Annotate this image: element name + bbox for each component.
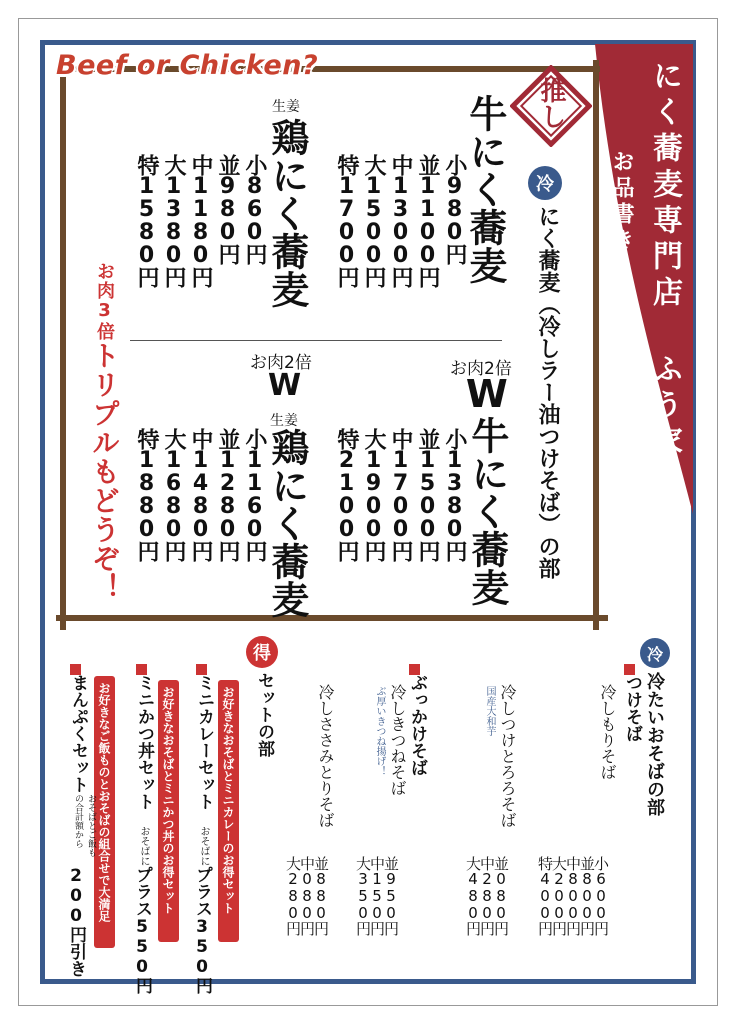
headline: Beef or Chicken? xyxy=(56,50,319,81)
chicken-dish-name: 鶏にく蕎麦 xyxy=(264,118,309,308)
w-chicken-price-list xyxy=(133,428,268,560)
price-col: 中280円 xyxy=(478,856,496,935)
price-col: 並1500円 xyxy=(415,428,440,560)
manpuku-set-pre: おそばとご飯もの合計額から xyxy=(73,794,96,857)
tororo-prices xyxy=(466,856,508,935)
price-col: 小980円 xyxy=(442,154,467,263)
w-chicken-w: W xyxy=(268,368,302,403)
recommend-badge-text: 推し xyxy=(536,77,566,129)
lower-cold-title: 冷たいおそばの部 xyxy=(644,672,665,816)
set-icon: 得 xyxy=(246,636,278,668)
price-col: 並880円 xyxy=(312,856,330,935)
hiyashi-mori-prices xyxy=(538,856,608,935)
kitsune-prices xyxy=(356,856,398,935)
cold-section-title: にく蕎麦（冷しラー油つけそば）の部 xyxy=(535,205,560,579)
price-col: 並980円 xyxy=(215,154,240,263)
price-col: 小1380円 xyxy=(442,428,467,560)
price-col: 中150円 xyxy=(368,856,386,935)
price-col: 特400円 xyxy=(536,856,554,935)
tsukesoba-label: つけそば xyxy=(622,674,642,742)
price-col: 大1680円 xyxy=(161,428,186,560)
price-col: 特1880円 xyxy=(134,428,159,560)
set-title: セットの部 xyxy=(254,672,274,757)
katsudon-set-box: お好きなおそばとミニかつ丼のお得セット xyxy=(158,680,179,942)
price-col: 小600円 xyxy=(592,856,610,935)
price-col: 大1900円 xyxy=(361,428,386,560)
lower-cold-icon: 冷 xyxy=(640,638,670,668)
katsudon-set-name: ミニかつ丼セット xyxy=(134,674,154,810)
price-col: 中1180円 xyxy=(188,154,213,286)
price-col: 中1700円 xyxy=(388,428,413,560)
hiyashi-mori-name: 冷しもりそば xyxy=(598,684,617,780)
curry-set-name: ミニカレーセット xyxy=(194,674,214,810)
price-col: 中800円 xyxy=(564,856,582,935)
frame-left-bar xyxy=(60,60,66,630)
price-col: 特2100円 xyxy=(334,428,359,560)
price-col: 中1300円 xyxy=(388,154,413,286)
kitsune-note: ぶ厚いきつね揚げ！ xyxy=(374,686,385,776)
chicken-price-list xyxy=(133,154,268,286)
manpuku-set-price: 200円引き xyxy=(66,866,86,977)
curry-set-pre: おそばに xyxy=(198,826,209,866)
manpuku-set-box: お好きなご飯ものとおそばの組合せで大満足 xyxy=(94,676,115,948)
triple-note-small: お肉3倍 xyxy=(94,262,115,341)
kitsune-name: 冷しきつねそば xyxy=(388,684,407,796)
shop-title: にく蕎麦専門店 ふう家 xyxy=(647,60,682,461)
triple-note-big: トリプルもどうぞ！ xyxy=(88,341,121,602)
bukkake-section: ぶっかけそば xyxy=(407,674,427,776)
w-chicken-dish-name: 鶏にく蕎麦 xyxy=(264,428,309,618)
price-col: 特1580円 xyxy=(134,154,159,286)
frame-right-bar xyxy=(593,60,599,630)
price-col: 並950円 xyxy=(382,856,400,935)
tororo-note: 国産大和芋 xyxy=(484,686,495,736)
price-col: 並800円 xyxy=(578,856,596,935)
curry-set-price: プラス350円 xyxy=(192,866,212,994)
curry-set-box: お好きなおそばとミニカレーのお得セット xyxy=(218,680,239,942)
price-col: 大480円 xyxy=(464,856,482,935)
w-beef-price-list xyxy=(333,428,468,560)
price-col: 大280円 xyxy=(284,856,302,935)
price-col: 大1380円 xyxy=(161,154,186,286)
price-col: 並080円 xyxy=(492,856,510,935)
sasami-prices xyxy=(286,856,328,935)
price-col: 並1100円 xyxy=(415,154,440,286)
sasami-name: 冷しささみとりそば xyxy=(316,684,335,828)
w-chicken-prefix: お肉2倍 xyxy=(250,353,312,373)
chicken-prefix: 生姜 xyxy=(272,99,300,115)
price-col: 大200円 xyxy=(550,856,568,935)
manpuku-set-name: まんぷくセット xyxy=(68,674,88,793)
price-col: 特1700円 xyxy=(334,154,359,286)
w-chicken-ginger: 生姜 xyxy=(270,413,298,429)
menu-subtitle: お品書き xyxy=(609,150,634,254)
triple-note xyxy=(84,262,124,602)
price-col: 中1480円 xyxy=(188,428,213,560)
tororo-name: 冷しつけとろろそば xyxy=(498,684,517,828)
katsudon-set-price: プラス550円 xyxy=(132,866,152,994)
katsudon-set-pre: おそばに xyxy=(138,826,149,866)
price-col: 小1160円 xyxy=(242,428,267,560)
w-beef-dish-name: W牛にく蕎麦 xyxy=(464,372,509,606)
w-beef-prefix: お肉2倍 xyxy=(450,359,512,379)
price-col: 大1500円 xyxy=(361,154,386,286)
beef-price-list xyxy=(333,154,468,286)
frame-bottom-bar xyxy=(56,615,608,621)
price-col: 大350円 xyxy=(354,856,372,935)
price-col: 並1280円 xyxy=(215,428,240,560)
price-col: 中080円 xyxy=(298,856,316,935)
price-col: 小860円 xyxy=(242,154,267,263)
menu-divider xyxy=(130,340,502,341)
beef-dish-name: 牛にく蕎麦 xyxy=(462,94,507,284)
cold-icon: 冷 xyxy=(528,166,562,200)
